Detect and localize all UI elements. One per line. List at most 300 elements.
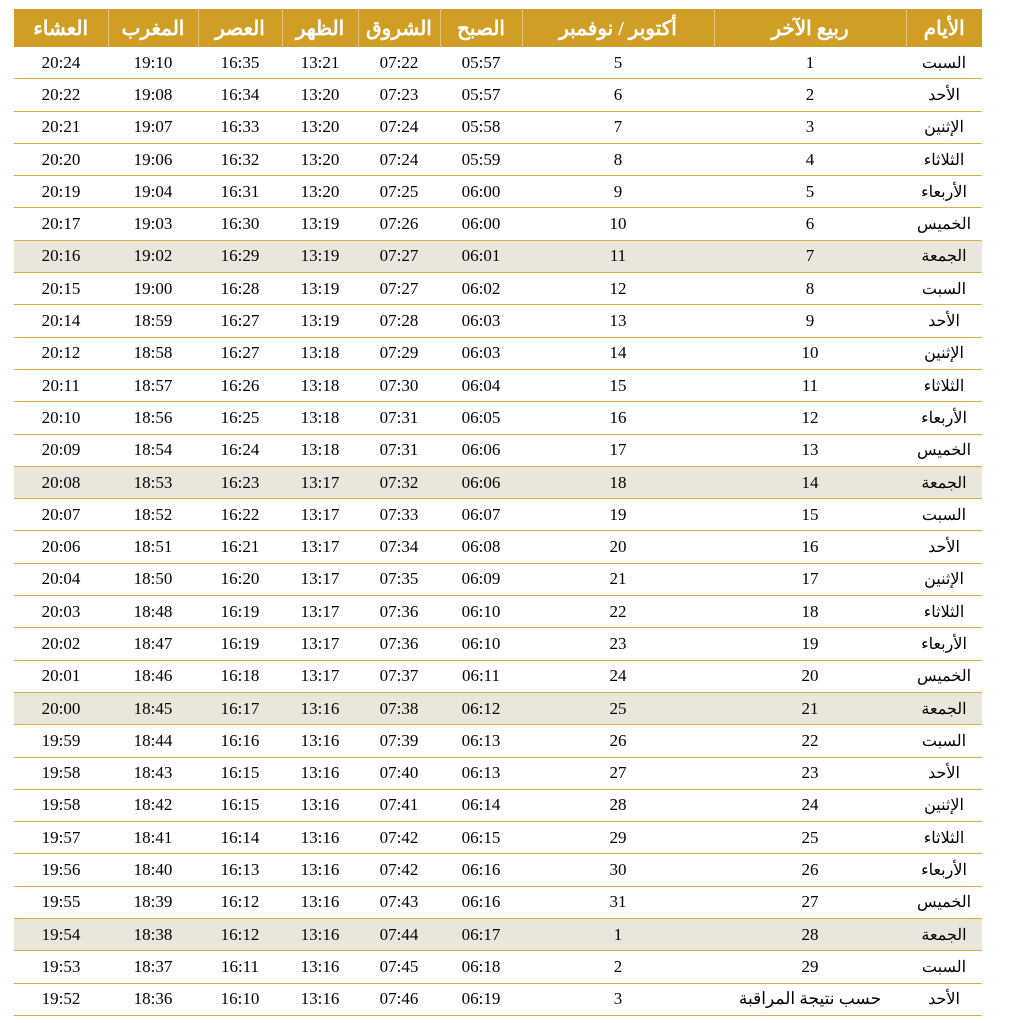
gregorian-date-cell: 31	[522, 886, 714, 918]
table-row	[14, 176, 982, 208]
dhuhr-time-cell: 13:21	[282, 47, 358, 79]
gregorian-date-cell: 11	[522, 240, 714, 272]
hijri-date-cell: 16	[714, 531, 906, 563]
isha-time-cell: 20:20	[14, 143, 108, 175]
dhuhr-time-cell: 13:16	[282, 854, 358, 886]
header-dhuhr: الظهر	[282, 9, 358, 47]
gregorian-date-cell: 6	[522, 79, 714, 111]
isha-time-cell: 19:54	[14, 919, 108, 951]
table-row	[14, 563, 982, 595]
dhuhr-time-cell: 13:20	[282, 111, 358, 143]
gregorian-date-cell: 12	[522, 273, 714, 305]
day-cell: الثلاثاء	[906, 143, 982, 175]
asr-time-cell: 16:20	[198, 563, 282, 595]
asr-time-cell: 16:11	[198, 951, 282, 983]
fajr-time-cell: 06:05	[440, 402, 522, 434]
fajr-time-cell: 06:09	[440, 563, 522, 595]
fajr-time-cell: 06:18	[440, 951, 522, 983]
hijri-date-cell: 27	[714, 886, 906, 918]
isha-time-cell: 20:04	[14, 563, 108, 595]
isha-time-cell: 20:21	[14, 111, 108, 143]
shuruq-time-cell: 07:35	[358, 563, 440, 595]
isha-time-cell: 20:24	[14, 47, 108, 79]
day-cell: السبت	[906, 499, 982, 531]
gregorian-date-cell: 26	[522, 725, 714, 757]
maghrib-time-cell: 18:46	[108, 660, 198, 692]
table-row	[14, 660, 982, 692]
table-row	[14, 951, 982, 983]
gregorian-date-cell: 22	[522, 596, 714, 628]
gregorian-date-cell: 27	[522, 757, 714, 789]
dhuhr-time-cell: 13:17	[282, 596, 358, 628]
shuruq-time-cell: 07:29	[358, 337, 440, 369]
isha-time-cell: 19:56	[14, 854, 108, 886]
shuruq-time-cell: 07:24	[358, 143, 440, 175]
shuruq-time-cell: 07:31	[358, 402, 440, 434]
fajr-time-cell: 06:03	[440, 305, 522, 337]
fajr-time-cell: 05:57	[440, 47, 522, 79]
gregorian-date-cell: 29	[522, 822, 714, 854]
shuruq-time-cell: 07:38	[358, 692, 440, 724]
table-row	[14, 369, 982, 401]
shuruq-time-cell: 07:42	[358, 822, 440, 854]
hijri-date-cell: 14	[714, 466, 906, 498]
asr-time-cell: 16:22	[198, 499, 282, 531]
fajr-time-cell: 06:16	[440, 886, 522, 918]
fajr-time-cell: 06:01	[440, 240, 522, 272]
maghrib-time-cell: 18:52	[108, 499, 198, 531]
asr-time-cell: 16:13	[198, 854, 282, 886]
gregorian-date-cell: 10	[522, 208, 714, 240]
asr-time-cell: 16:24	[198, 434, 282, 466]
hijri-date-cell: 21	[714, 692, 906, 724]
day-cell: الثلاثاء	[906, 822, 982, 854]
hijri-date-cell: 8	[714, 273, 906, 305]
gregorian-date-cell: 28	[522, 789, 714, 821]
header-shuruq: الشروق	[358, 9, 440, 47]
gregorian-date-cell: 25	[522, 692, 714, 724]
fajr-time-cell: 05:57	[440, 79, 522, 111]
hijri-date-cell: 18	[714, 596, 906, 628]
fajr-time-cell: 06:16	[440, 854, 522, 886]
dhuhr-time-cell: 13:19	[282, 273, 358, 305]
fajr-time-cell: 06:14	[440, 789, 522, 821]
fajr-time-cell: 06:08	[440, 531, 522, 563]
day-cell: الأحد	[906, 79, 982, 111]
dhuhr-time-cell: 13:19	[282, 208, 358, 240]
maghrib-time-cell: 19:06	[108, 143, 198, 175]
table-row	[14, 79, 982, 111]
asr-time-cell: 16:32	[198, 143, 282, 175]
table-body	[14, 47, 982, 1015]
dhuhr-time-cell: 13:17	[282, 466, 358, 498]
shuruq-time-cell: 07:46	[358, 983, 440, 1015]
day-cell: الأحد	[906, 305, 982, 337]
shuruq-time-cell: 07:34	[358, 531, 440, 563]
fajr-time-cell: 06:12	[440, 692, 522, 724]
maghrib-time-cell: 19:00	[108, 273, 198, 305]
prayer-times-table	[14, 9, 982, 1016]
isha-time-cell: 20:12	[14, 337, 108, 369]
hijri-date-cell: 15	[714, 499, 906, 531]
asr-time-cell: 16:34	[198, 79, 282, 111]
hijri-date-cell: 11	[714, 369, 906, 401]
day-cell: الخميس	[906, 208, 982, 240]
dhuhr-time-cell: 13:18	[282, 434, 358, 466]
fajr-time-cell: 06:07	[440, 499, 522, 531]
dhuhr-time-cell: 13:16	[282, 822, 358, 854]
shuruq-time-cell: 07:28	[358, 305, 440, 337]
isha-time-cell: 20:06	[14, 531, 108, 563]
table-row	[14, 919, 982, 951]
fajr-time-cell: 06:10	[440, 596, 522, 628]
asr-time-cell: 16:31	[198, 176, 282, 208]
asr-time-cell: 16:26	[198, 369, 282, 401]
isha-time-cell: 20:16	[14, 240, 108, 272]
asr-time-cell: 16:14	[198, 822, 282, 854]
gregorian-date-cell: 9	[522, 176, 714, 208]
table-row	[14, 466, 982, 498]
shuruq-time-cell: 07:37	[358, 660, 440, 692]
isha-time-cell: 19:57	[14, 822, 108, 854]
dhuhr-time-cell: 13:17	[282, 660, 358, 692]
asr-time-cell: 16:18	[198, 660, 282, 692]
hijri-date-cell: 24	[714, 789, 906, 821]
day-cell: الأحد	[906, 983, 982, 1015]
fajr-time-cell: 06:06	[440, 466, 522, 498]
dhuhr-time-cell: 13:19	[282, 240, 358, 272]
maghrib-time-cell: 18:48	[108, 596, 198, 628]
fajr-time-cell: 06:06	[440, 434, 522, 466]
day-cell: الخميس	[906, 660, 982, 692]
isha-time-cell: 19:58	[14, 757, 108, 789]
isha-time-cell: 20:00	[14, 692, 108, 724]
day-cell: الإثنين	[906, 789, 982, 821]
asr-time-cell: 16:27	[198, 337, 282, 369]
fajr-time-cell: 06:00	[440, 208, 522, 240]
isha-time-cell: 20:02	[14, 628, 108, 660]
dhuhr-time-cell: 13:19	[282, 305, 358, 337]
fajr-time-cell: 06:13	[440, 725, 522, 757]
dhuhr-time-cell: 13:17	[282, 563, 358, 595]
dhuhr-time-cell: 13:16	[282, 886, 358, 918]
table-header-row	[14, 9, 982, 47]
table-row	[14, 499, 982, 531]
asr-time-cell: 16:15	[198, 789, 282, 821]
maghrib-time-cell: 19:03	[108, 208, 198, 240]
gregorian-date-cell: 30	[522, 854, 714, 886]
day-cell: الثلاثاء	[906, 596, 982, 628]
fajr-time-cell: 06:13	[440, 757, 522, 789]
hijri-date-cell: 17	[714, 563, 906, 595]
isha-time-cell: 20:08	[14, 466, 108, 498]
asr-time-cell: 16:27	[198, 305, 282, 337]
fajr-time-cell: 05:59	[440, 143, 522, 175]
gregorian-date-cell: 21	[522, 563, 714, 595]
shuruq-time-cell: 07:32	[358, 466, 440, 498]
asr-time-cell: 16:16	[198, 725, 282, 757]
maghrib-time-cell: 18:47	[108, 628, 198, 660]
gregorian-date-cell: 7	[522, 111, 714, 143]
fajr-time-cell: 06:17	[440, 919, 522, 951]
hijri-date-cell: 6	[714, 208, 906, 240]
prayer-times-table-container	[14, 9, 982, 1016]
hijri-date-cell: 26	[714, 854, 906, 886]
table-row	[14, 822, 982, 854]
shuruq-time-cell: 07:25	[358, 176, 440, 208]
fajr-time-cell: 06:04	[440, 369, 522, 401]
day-cell: الجمعة	[906, 692, 982, 724]
table-row	[14, 628, 982, 660]
shuruq-time-cell: 07:36	[358, 628, 440, 660]
day-cell: السبت	[906, 725, 982, 757]
hijri-date-cell: 29	[714, 951, 906, 983]
asr-time-cell: 16:28	[198, 273, 282, 305]
asr-time-cell: 16:15	[198, 757, 282, 789]
isha-time-cell: 20:10	[14, 402, 108, 434]
table-row	[14, 854, 982, 886]
dhuhr-time-cell: 13:18	[282, 369, 358, 401]
asr-time-cell: 16:17	[198, 692, 282, 724]
isha-time-cell: 19:55	[14, 886, 108, 918]
day-cell: الإثنين	[906, 563, 982, 595]
table-row	[14, 531, 982, 563]
asr-time-cell: 16:23	[198, 466, 282, 498]
hijri-date-cell: 5	[714, 176, 906, 208]
shuruq-time-cell: 07:26	[358, 208, 440, 240]
maghrib-time-cell: 18:56	[108, 402, 198, 434]
day-cell: الإثنين	[906, 111, 982, 143]
day-cell: الأربعاء	[906, 854, 982, 886]
dhuhr-time-cell: 13:20	[282, 176, 358, 208]
gregorian-date-cell: 16	[522, 402, 714, 434]
maghrib-time-cell: 18:42	[108, 789, 198, 821]
table-row	[14, 725, 982, 757]
maghrib-time-cell: 18:40	[108, 854, 198, 886]
fajr-time-cell: 06:00	[440, 176, 522, 208]
gregorian-date-cell: 20	[522, 531, 714, 563]
isha-time-cell: 19:58	[14, 789, 108, 821]
isha-time-cell: 20:07	[14, 499, 108, 531]
gregorian-date-cell: 3	[522, 983, 714, 1015]
maghrib-time-cell: 18:45	[108, 692, 198, 724]
hijri-date-cell: حسب نتيجة المراقبة	[714, 983, 906, 1015]
fajr-time-cell: 06:03	[440, 337, 522, 369]
asr-time-cell: 16:12	[198, 919, 282, 951]
day-cell: الأربعاء	[906, 628, 982, 660]
maghrib-time-cell: 19:10	[108, 47, 198, 79]
maghrib-time-cell: 18:39	[108, 886, 198, 918]
hijri-date-cell: 22	[714, 725, 906, 757]
isha-time-cell: 20:03	[14, 596, 108, 628]
day-cell: الأحد	[906, 757, 982, 789]
header-asr: العصر	[198, 9, 282, 47]
maghrib-time-cell: 18:41	[108, 822, 198, 854]
dhuhr-time-cell: 13:17	[282, 531, 358, 563]
shuruq-time-cell: 07:30	[358, 369, 440, 401]
gregorian-date-cell: 1	[522, 919, 714, 951]
isha-time-cell: 20:11	[14, 369, 108, 401]
gregorian-date-cell: 24	[522, 660, 714, 692]
day-cell: الخميس	[906, 886, 982, 918]
day-cell: الأربعاء	[906, 402, 982, 434]
day-cell: الجمعة	[906, 919, 982, 951]
fajr-time-cell: 06:02	[440, 273, 522, 305]
shuruq-time-cell: 07:36	[358, 596, 440, 628]
day-cell: الإثنين	[906, 337, 982, 369]
table-row	[14, 305, 982, 337]
dhuhr-time-cell: 13:16	[282, 692, 358, 724]
maghrib-time-cell: 19:04	[108, 176, 198, 208]
shuruq-time-cell: 07:43	[358, 886, 440, 918]
asr-time-cell: 16:21	[198, 531, 282, 563]
dhuhr-time-cell: 13:20	[282, 143, 358, 175]
dhuhr-time-cell: 13:18	[282, 337, 358, 369]
shuruq-time-cell: 07:42	[358, 854, 440, 886]
dhuhr-time-cell: 13:16	[282, 789, 358, 821]
fajr-time-cell: 05:58	[440, 111, 522, 143]
table-row	[14, 47, 982, 79]
dhuhr-time-cell: 13:16	[282, 951, 358, 983]
shuruq-time-cell: 07:27	[358, 273, 440, 305]
maghrib-time-cell: 18:36	[108, 983, 198, 1015]
table-row	[14, 434, 982, 466]
hijri-date-cell: 25	[714, 822, 906, 854]
shuruq-time-cell: 07:23	[358, 79, 440, 111]
header-days: الأيام	[906, 9, 982, 47]
dhuhr-time-cell: 13:18	[282, 402, 358, 434]
maghrib-time-cell: 18:59	[108, 305, 198, 337]
asr-time-cell: 16:10	[198, 983, 282, 1015]
maghrib-time-cell: 18:43	[108, 757, 198, 789]
dhuhr-time-cell: 13:20	[282, 79, 358, 111]
gregorian-date-cell: 8	[522, 143, 714, 175]
isha-time-cell: 19:53	[14, 951, 108, 983]
asr-time-cell: 16:33	[198, 111, 282, 143]
hijri-date-cell: 20	[714, 660, 906, 692]
isha-time-cell: 19:59	[14, 725, 108, 757]
dhuhr-time-cell: 13:16	[282, 983, 358, 1015]
shuruq-time-cell: 07:22	[358, 47, 440, 79]
table-row	[14, 886, 982, 918]
asr-time-cell: 16:19	[198, 628, 282, 660]
fajr-time-cell: 06:10	[440, 628, 522, 660]
hijri-date-cell: 10	[714, 337, 906, 369]
asr-time-cell: 16:19	[198, 596, 282, 628]
dhuhr-time-cell: 13:16	[282, 725, 358, 757]
maghrib-time-cell: 19:02	[108, 240, 198, 272]
table-row	[14, 143, 982, 175]
maghrib-time-cell: 18:38	[108, 919, 198, 951]
header-fajr: الصبح	[440, 9, 522, 47]
hijri-date-cell: 23	[714, 757, 906, 789]
hijri-date-cell: 13	[714, 434, 906, 466]
table-row	[14, 111, 982, 143]
header-gregorian-month: أكتوبر / نوفمبر	[522, 9, 714, 47]
shuruq-time-cell: 07:27	[358, 240, 440, 272]
maghrib-time-cell: 18:37	[108, 951, 198, 983]
maghrib-time-cell: 18:50	[108, 563, 198, 595]
dhuhr-time-cell: 13:16	[282, 919, 358, 951]
isha-time-cell: 20:19	[14, 176, 108, 208]
asr-time-cell: 16:12	[198, 886, 282, 918]
isha-time-cell: 20:09	[14, 434, 108, 466]
shuruq-time-cell: 07:41	[358, 789, 440, 821]
hijri-date-cell: 2	[714, 79, 906, 111]
table-row	[14, 208, 982, 240]
dhuhr-time-cell: 13:17	[282, 499, 358, 531]
table-row	[14, 337, 982, 369]
day-cell: السبت	[906, 273, 982, 305]
day-cell: الأحد	[906, 531, 982, 563]
maghrib-time-cell: 18:54	[108, 434, 198, 466]
gregorian-date-cell: 17	[522, 434, 714, 466]
day-cell: الجمعة	[906, 240, 982, 272]
maghrib-time-cell: 18:51	[108, 531, 198, 563]
table-row	[14, 757, 982, 789]
maghrib-time-cell: 18:44	[108, 725, 198, 757]
hijri-date-cell: 12	[714, 402, 906, 434]
isha-time-cell: 20:17	[14, 208, 108, 240]
header-maghrib: المغرب	[108, 9, 198, 47]
shuruq-time-cell: 07:24	[358, 111, 440, 143]
gregorian-date-cell: 5	[522, 47, 714, 79]
isha-time-cell: 20:22	[14, 79, 108, 111]
hijri-date-cell: 28	[714, 919, 906, 951]
gregorian-date-cell: 13	[522, 305, 714, 337]
hijri-date-cell: 3	[714, 111, 906, 143]
shuruq-time-cell: 07:31	[358, 434, 440, 466]
gregorian-date-cell: 15	[522, 369, 714, 401]
isha-time-cell: 20:15	[14, 273, 108, 305]
hijri-date-cell: 19	[714, 628, 906, 660]
maghrib-time-cell: 18:58	[108, 337, 198, 369]
hijri-date-cell: 4	[714, 143, 906, 175]
dhuhr-time-cell: 13:16	[282, 757, 358, 789]
hijri-date-cell: 7	[714, 240, 906, 272]
hijri-date-cell: 1	[714, 47, 906, 79]
gregorian-date-cell: 2	[522, 951, 714, 983]
header-hijri-month: ربيع الآخر	[714, 9, 906, 47]
header-isha: العشاء	[14, 9, 108, 47]
asr-time-cell: 16:30	[198, 208, 282, 240]
table-row	[14, 983, 982, 1015]
gregorian-date-cell: 19	[522, 499, 714, 531]
table-row	[14, 596, 982, 628]
maghrib-time-cell: 19:07	[108, 111, 198, 143]
shuruq-time-cell: 07:44	[358, 919, 440, 951]
fajr-time-cell: 06:19	[440, 983, 522, 1015]
day-cell: السبت	[906, 47, 982, 79]
day-cell: الأربعاء	[906, 176, 982, 208]
shuruq-time-cell: 07:40	[358, 757, 440, 789]
table-row	[14, 240, 982, 272]
day-cell: الخميس	[906, 434, 982, 466]
shuruq-time-cell: 07:33	[358, 499, 440, 531]
fajr-time-cell: 06:11	[440, 660, 522, 692]
table-row	[14, 402, 982, 434]
fajr-time-cell: 06:15	[440, 822, 522, 854]
dhuhr-time-cell: 13:17	[282, 628, 358, 660]
isha-time-cell: 20:14	[14, 305, 108, 337]
shuruq-time-cell: 07:39	[358, 725, 440, 757]
hijri-date-cell: 9	[714, 305, 906, 337]
day-cell: السبت	[906, 951, 982, 983]
day-cell: الجمعة	[906, 466, 982, 498]
isha-time-cell: 20:01	[14, 660, 108, 692]
gregorian-date-cell: 18	[522, 466, 714, 498]
asr-time-cell: 16:29	[198, 240, 282, 272]
